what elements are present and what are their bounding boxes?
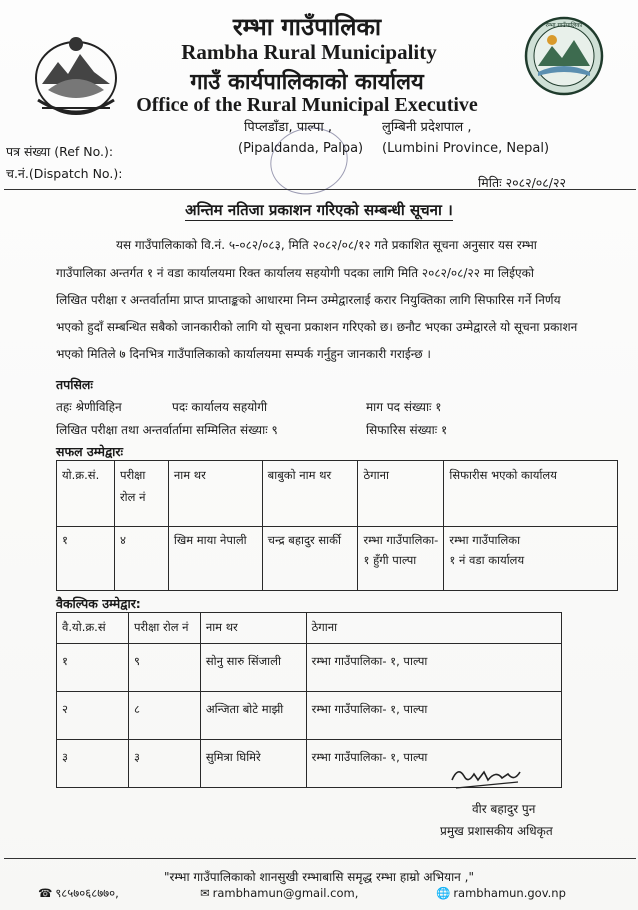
municipality-name-np: रम्भा गाउँपालिका — [232, 13, 382, 41]
successful-cell: ४ — [114, 527, 168, 591]
successful-candidates-table — [56, 460, 618, 591]
detail-recommended: सिफारिस संख्याः १ — [366, 423, 448, 437]
alternate-cell: ३ — [128, 739, 200, 787]
body-line: गाउँपालिका अन्तर्गत १ नं वडा कार्यालयमा रिक्त कार्यालय सहयोगी पदका लागि मिति २०८२/०८/२२ मा लिईएको — [56, 266, 534, 280]
alternate-cell: ८ — [128, 691, 200, 739]
alternate-heading: वैकल्पिक उम्मेद्वार: — [56, 596, 141, 611]
body-line: भएको हुदाँ सम्बन्धित सबैको जानकारीको लागि यो सूचना प्रकाशन गरिएको छ। छनौट भएका उम्मेद्वारले यो सूचना प्रकाशन — [56, 320, 578, 334]
body-line: यस गाउँपालिकाको वि.नं. ५-०८२/०८३, मिति २०८२/०८/१२ गते प्रकाशित सूचना अनुसार यस रम्भा — [116, 238, 537, 252]
alternate-cell: १ — [57, 643, 129, 691]
footer-divider — [4, 858, 636, 859]
successful-column-header: नाम थर — [168, 461, 262, 527]
successful-column-header: बाबुको नाम थर — [262, 461, 358, 527]
phone-icon: ☎ — [38, 886, 53, 900]
alternate-cell: रम्भा गाउँपालिका- १, पाल्पा — [306, 643, 561, 691]
successful-column-header: परीक्षा रोल नं — [114, 461, 168, 527]
alternate-column-header: ठेगाना — [306, 613, 561, 644]
notice-subject: अन्तिम नतिजा प्रकाशन गरिएको सम्बन्धी सूचना । — [185, 201, 453, 219]
successful-column-header: ठेगाना — [358, 461, 444, 527]
signer-name: वीर बहादुर पुन — [472, 802, 536, 816]
alternate-header-row — [57, 613, 562, 644]
footer-phone: ☎ ९८५७०६८७७०, — [38, 886, 119, 900]
detail-participants: लिखित परीक्षा तथा अन्तर्वार्तामा सम्मिलित संख्याः ९ — [56, 423, 278, 437]
alternate-cell: ३ — [57, 739, 129, 787]
alternate-cell: सुमित्रा घिमिरे — [200, 739, 306, 787]
header-divider — [4, 189, 636, 190]
alternate-cell: ९ — [128, 643, 200, 691]
office-name-en: Office of the Rural Municipal Executive — [136, 94, 478, 116]
successful-cell: रम्भा गाउँपालिका १ नं वडा कार्यालय — [444, 527, 618, 591]
province-np: लुम्बिनी प्रदेशपाल , — [382, 120, 472, 135]
successful-heading: सफल उम्मेद्वारः — [56, 444, 124, 459]
table-row — [57, 643, 562, 691]
detail-level: तहः श्रेणीविहिन — [56, 400, 122, 414]
ref-no-label: पत्र संख्या (Ref No.): — [6, 144, 114, 159]
municipality-name-en: Rambha Rural Municipality — [181, 40, 437, 64]
body-line: भएको मितिले ७ दिनभित्र गाउँपालिकाको कार्यालयमा सम्पर्क गर्नुहुन जानकारी गराईन्छ । — [56, 347, 431, 361]
detail-demand: माग पद संख्याः १ — [366, 400, 442, 414]
globe-icon: 🌐 — [436, 886, 451, 900]
alternate-cell: सोनु सारु सिंजाली — [200, 643, 306, 691]
alternate-column-header: नाम थर — [200, 613, 306, 644]
envelope-icon: ✉ — [200, 886, 210, 900]
alternate-cell: २ — [57, 691, 129, 739]
successful-header-row — [57, 461, 618, 527]
successful-cell: खिम माया नेपाली — [168, 527, 262, 591]
office-name-np: गाउँ कार्यपालिकाको कार्यालय — [190, 70, 424, 95]
alternate-column-header: परीक्षा रोल नं — [128, 613, 200, 644]
detail-post: पदः कार्यालय सहयोगी — [172, 400, 268, 414]
footer-slogan: "रम्भा गाउँपालिकाको शानसुखी रम्भाबासि समृद्ध रम्भा हाम्रो अभियान ," — [163, 870, 474, 884]
footer-email: ✉ rambhamun@gmail.com, — [200, 886, 359, 900]
signer-title: प्रमुख प्रशासकीय अधिकृत — [440, 824, 553, 838]
table-row — [57, 691, 562, 739]
signature-mark — [448, 762, 528, 792]
successful-cell: रम्भा गाउँपालिका- १ हुँगी पाल्पा — [358, 527, 444, 591]
dispatch-no-label: च.नं.(Dispatch No.): — [6, 166, 123, 181]
location-en: (Pipaldanda, Palpa) — [238, 141, 364, 156]
alternate-column-header: वै.यो.क्र.सं — [57, 613, 129, 644]
footer-website: 🌐 rambhamun.gov.np — [436, 886, 566, 900]
body-line: लिखित परीक्षा र अन्तर्वार्तामा प्राप्त प्राप्ताङ्कको आधारमा निम्न उम्मेद्वारलाई करार नियुक्तिका लागि सिफारिस गर्ने निर्णय — [56, 293, 561, 307]
alternate-cell: रम्भा गाउँपालिका- १, पाल्पा — [306, 739, 561, 787]
svg-text:रम्भा गाउँपालिका: रम्भा गाउँपालिका — [545, 22, 583, 29]
details-heading: तपसिलः — [56, 377, 93, 392]
successful-column-header: सिफारीस भएको कार्यालय — [444, 461, 618, 527]
successful-cell: चन्द्र बहादुर सार्की — [262, 527, 358, 591]
location-np: पिप्लडाँडा, पाल्पा , — [244, 120, 333, 135]
table-row — [57, 527, 618, 591]
alternate-cell: अन्जिता बोटे माझी — [200, 691, 306, 739]
province-en: (Lumbini Province, Nepal) — [382, 141, 550, 156]
alternate-cell: रम्भा गाउँपालिका- १, पाल्पा — [306, 691, 561, 739]
notice-date: मितिः २०८२/०८/२२ — [478, 175, 566, 190]
successful-column-header: यो.क्र.सं. — [57, 461, 115, 527]
successful-cell: १ — [57, 527, 115, 591]
